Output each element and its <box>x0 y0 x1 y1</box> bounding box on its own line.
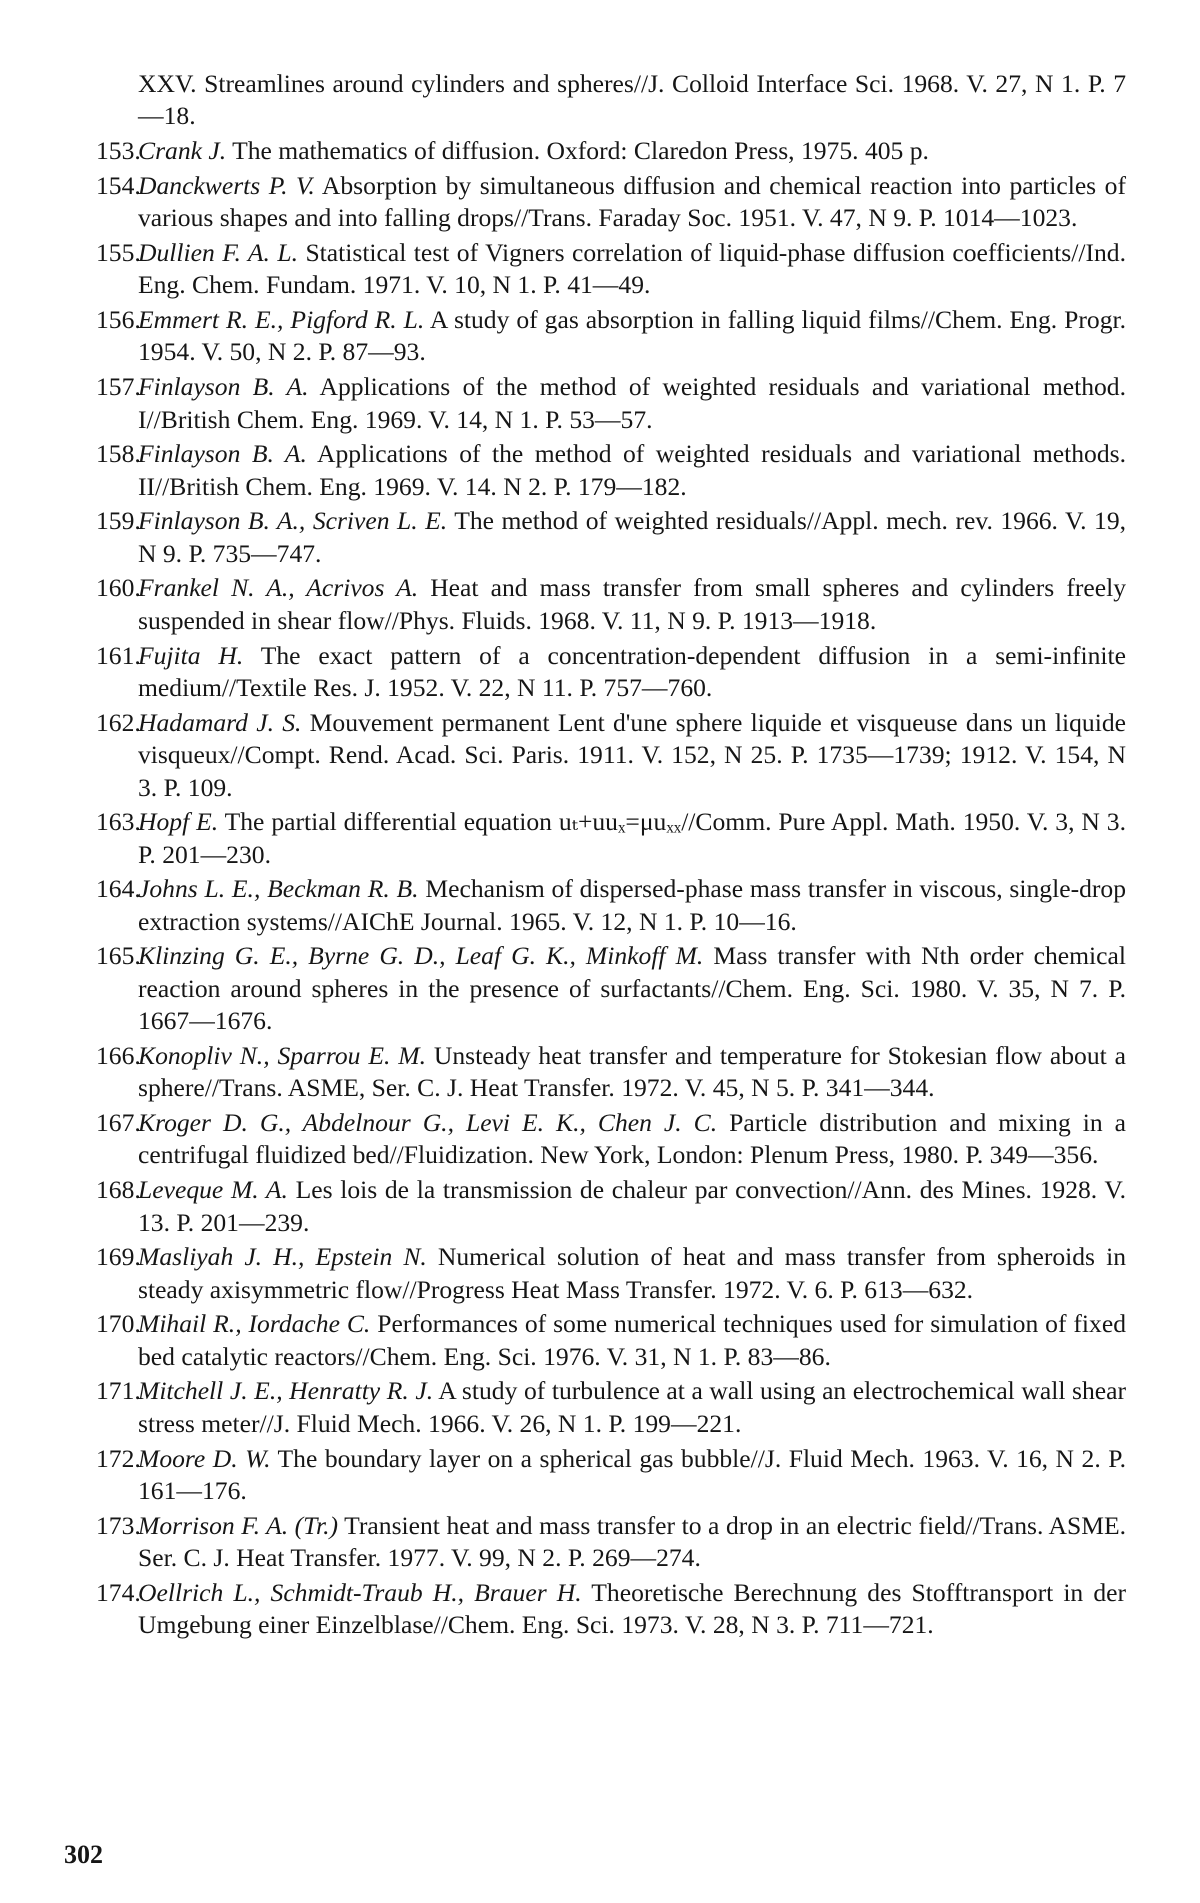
reference-authors: Johns L. E., Beckman R. B. <box>138 874 419 904</box>
reference-entry <box>96 1577 1126 1642</box>
reference-number: 174. <box>96 1577 141 1607</box>
reference-entry <box>96 873 1126 938</box>
reference-authors: Crank J. <box>138 136 227 166</box>
reference-authors: Morrison F. A. (Tr.) <box>138 1510 339 1540</box>
reference-text: Mechanism of dispersed-phase mass transfer in viscous, single-drop extraction systems//AIChE Journal. 1965. V. 12, N 1. P. 10—16. <box>138 874 1127 936</box>
reference-number: 154. <box>96 170 141 200</box>
reference-text: Mouvement permanent Lent d'une sphere liquide et visqueuse dans un liquide visqueux//Compt. Rend. Acad. Sci. Paris. 1911. V. 152, N 25. P. 1735—1739; 1912. V. 154, N 3. P. 109. <box>138 707 1126 802</box>
reference-number: 171. <box>96 1376 141 1406</box>
reference-authors: Masliyah J. H., Epstein N. <box>138 1242 427 1272</box>
reference-text: Transient heat and mass transfer to a drop in an electric field//Trans. ASME. Ser. C. J. Heat Transfer. 1977. V. 99, N 2. P. 269—274. <box>138 1510 1127 1573</box>
reference-text: The boundary layer on a spherical gas bubble//J. Fluid Mech. 1963. V. 16, N 2. P. 161—176. <box>138 1443 1126 1505</box>
reference-text: XXV. Streamlines around cylinders and spheres//J. Colloid Interface Sci. 1968. V. 27, N 1. P. 7—18. <box>138 69 1126 131</box>
reference-number: 155. <box>96 237 141 267</box>
reference-entry <box>96 170 1126 235</box>
reference-number: 160. <box>96 573 141 603</box>
reference-text: Mass transfer with Nth order chemical reaction around spheres in the presence of surfactants//Chem. Eng. Sci. 1980. V. 35, N 7. P. 1667—1676. <box>138 941 1126 1036</box>
reference-entry <box>96 135 1126 167</box>
reference-number: 158. <box>96 439 141 469</box>
reference-authors: Hopf E. <box>138 807 219 837</box>
reference-text: Numerical solution of heat and mass transfer from spheroids in steady axisymmetric flow//Progress Heat Mass Transfer. 1972. V. 6. P. 613—632. <box>138 1242 1126 1304</box>
reference-entry <box>96 1174 1126 1239</box>
reference-text: The exact pattern of a concentration-dependent diffusion in a semi-infinite medium//Textile Res. J. 1952. V. 22, N 11. P. 757—760. <box>138 640 1127 702</box>
reference-text: Theoretische Berechnung des Stofftransport in der Umgebung einer Einzelblase//Chem. Eng. Sci. 1973. V. 28, N 3. P. 711—721. <box>138 1577 1126 1640</box>
reference-authors: Konopliv N., Sparrou E. M. <box>138 1040 426 1070</box>
reference-text: Performances of some numerical techniques used for simulation of fixed bed catalytic reactors//Chem. Eng. Sci. 1976. V. 31, N 1. P. 83—86. <box>138 1309 1126 1371</box>
reference-authors: Emmert R. E., Pigford R. L. <box>138 305 425 335</box>
reference-authors: Oellrich L., Schmidt-Traub H., Brauer H. <box>138 1577 582 1607</box>
reference-number: 168. <box>96 1175 141 1205</box>
reference-entry <box>96 438 1126 503</box>
reference-number: 163. <box>96 807 141 837</box>
reference-text: Heat and mass transfer from small spheres and cylinders freely suspended in shear flow//Phys. Fluids. 1968. V. 11, N 9. P. 1913—1918. <box>138 573 1127 635</box>
reference-entry <box>96 1107 1126 1172</box>
reference-number: 157. <box>96 372 141 402</box>
reference-authors: Mihail R., Iordache C. <box>138 1309 371 1339</box>
reference-text: The mathematics of diffusion. Oxford: Claredon Press, 1975. 405 p. <box>232 136 929 166</box>
reference-number: 170. <box>96 1309 141 1339</box>
reference-text: The method of weighted residuals//Appl. mech. rev. 1966. V. 19, N 9. P. 735—747. <box>138 506 1127 568</box>
reference-entry <box>96 68 1126 133</box>
reference-entry <box>96 237 1126 302</box>
reference-entry <box>96 1510 1126 1575</box>
reference-number: 162. <box>96 707 141 737</box>
reference-number: 167. <box>96 1108 141 1138</box>
reference-number: 153. <box>96 136 141 166</box>
reference-authors: Dullien F. A. L. <box>138 237 298 267</box>
reference-authors: Frankel N. A., Acrivos A. <box>138 573 419 603</box>
reference-text: Statistical test of Vigners correlation of liquid-phase diffusion coefficients//Ind. Eng. Chem. Fundam. 1971. V. 10, N 1. P. 41—49. <box>138 237 1126 300</box>
reference-text: A study of gas absorption in falling liquid films//Chem. Eng. Progr. 1954. V. 50, N 2. P. 87—93. <box>138 305 1126 367</box>
reference-number: 169. <box>96 1242 141 1272</box>
reference-text: A study of turbulence at a wall using an electrochemical wall shear stress meter//J. Fluid Mech. 1966. V. 26, N 1. P. 199—221. <box>138 1376 1126 1438</box>
reference-number: 172. <box>96 1443 141 1473</box>
reference-authors: Leveque M. A. <box>138 1175 288 1205</box>
reference-authors: Finlayson B. A. <box>138 372 309 402</box>
reference-entry <box>96 371 1126 436</box>
reference-entry <box>96 640 1126 705</box>
reference-entry <box>96 707 1126 804</box>
reference-text: Applications of the method of weighted residuals and variational method. I//British Chem. Eng. 1969. V. 14, N 1. P. 53—57. <box>138 372 1126 434</box>
reference-number: 164. <box>96 874 141 904</box>
reference-authors: Finlayson B. A. <box>138 439 307 469</box>
reference-text: Particle distribution and mixing in a centrifugal fluidized bed//Fluidization. New York, London: Plenum Press, 1980. P. 349—356. <box>138 1108 1126 1170</box>
reference-entry <box>96 1241 1126 1306</box>
reference-number: 159. <box>96 506 141 536</box>
reference-number: 173. <box>96 1510 141 1540</box>
reference-text: Absorption by simultaneous diffusion and chemical reaction into particles of various shapes and into falling drops//Trans. Faraday Soc. 1951. V. 47, N 9. P. 1014—1023. <box>138 170 1126 233</box>
reference-text: Applications of the method of weighted residuals and variational methods. II//British Chem. Eng. 1969. V. 14. N 2. P. 179—182. <box>138 439 1126 501</box>
reference-entry <box>96 505 1126 570</box>
reference-entry <box>96 806 1126 871</box>
reference-authors: Danckwerts P. V. <box>138 170 315 200</box>
reference-entry <box>96 304 1126 369</box>
reference-authors: Hadamard J. S. <box>138 707 302 737</box>
reference-authors: Finlayson B. A., Scriven L. E. <box>138 506 448 536</box>
reference-entry <box>96 1308 1126 1373</box>
reference-entry <box>96 1040 1126 1105</box>
reference-number: 165. <box>96 941 141 971</box>
reference-authors: Moore D. W. <box>138 1443 271 1473</box>
reference-number: 161. <box>96 640 141 670</box>
reference-list <box>96 68 1126 1644</box>
reference-authors: Fujita H. <box>138 640 244 670</box>
reference-entry <box>96 1443 1126 1508</box>
reference-entry <box>96 940 1126 1037</box>
reference-text: The partial differential equation uₜ+uuₓ=μuₓₓ//Comm. Pure Appl. Math. 1950. V. 3, N 3. P. 201—230. <box>138 807 1127 869</box>
reference-authors: Kroger D. G., Abdelnour G., Levi E. K., Chen J. C. <box>138 1108 718 1138</box>
reference-authors: Klinzing G. E., Byrne G. D., Leaf G. K., Minkoff M. <box>138 941 704 971</box>
reference-authors: Mitchell J. E., Henratty R. J. <box>138 1376 434 1406</box>
page-number: 302 <box>64 1840 103 1869</box>
reference-text: Les lois de la transmission de chaleur par convection//Ann. des Mines. 1928. V. 13. P. 201—239. <box>138 1175 1126 1237</box>
reference-entry <box>96 1375 1126 1440</box>
reference-text: Unsteady heat transfer and temperature for Stokesian flow about a sphere//Trans. ASME, Ser. C. J. Heat Transfer. 1972. V. 45, N 5. P. 341—344. <box>138 1040 1126 1103</box>
reference-number: 156. <box>96 305 141 335</box>
reference-entry <box>96 572 1126 637</box>
reference-number: 166. <box>96 1040 141 1070</box>
